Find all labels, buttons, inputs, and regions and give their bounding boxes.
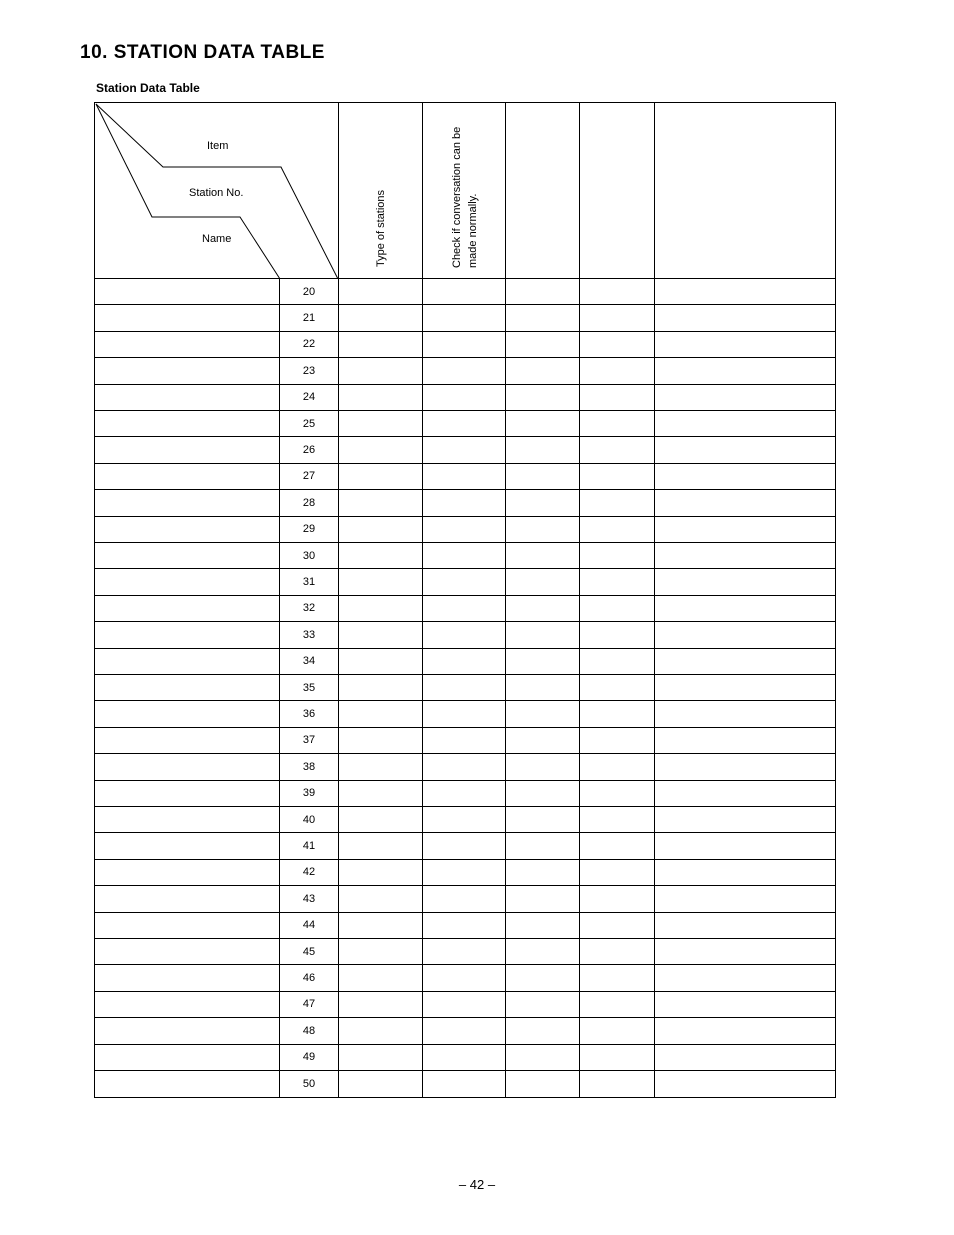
station-data-table xyxy=(94,102,836,1098)
table-row xyxy=(95,886,835,912)
station-number-cell: 40 xyxy=(302,813,316,826)
station-number-cell: 42 xyxy=(302,866,316,879)
header-name-label: Name xyxy=(202,233,232,245)
table-row xyxy=(95,833,835,859)
station-number-cell: 31 xyxy=(302,576,316,589)
station-number-cell: 46 xyxy=(302,972,316,985)
header-item-label: Item xyxy=(207,140,229,152)
table-row xyxy=(95,860,835,886)
table-row xyxy=(95,1045,835,1071)
table-row xyxy=(95,939,835,965)
section-title: 10. STATION DATA TABLE xyxy=(80,42,325,63)
table-row xyxy=(95,913,835,939)
table-row xyxy=(95,728,835,754)
table-row xyxy=(95,569,835,595)
station-number-cell: 36 xyxy=(302,708,316,721)
table-row xyxy=(95,437,835,463)
table-row xyxy=(95,992,835,1018)
station-number-cell: 49 xyxy=(302,1051,316,1064)
table-row xyxy=(95,649,835,675)
station-number-cell: 32 xyxy=(302,602,316,615)
table-row xyxy=(95,517,835,543)
table-caption: Station Data Table xyxy=(96,81,200,95)
station-number-cell: 48 xyxy=(302,1024,316,1037)
station-number-cell: 29 xyxy=(302,523,316,536)
table-row xyxy=(95,781,835,807)
station-number-cell: 50 xyxy=(302,1078,316,1091)
station-number-cell: 45 xyxy=(302,945,316,958)
table-row xyxy=(95,1071,835,1097)
col-header-type-of-stations: Type of stations xyxy=(375,189,387,267)
station-number-cell: 37 xyxy=(302,734,316,747)
station-number-cell: 35 xyxy=(302,681,316,694)
station-number-cell: 21 xyxy=(302,312,316,325)
station-number-cell: 47 xyxy=(302,998,316,1011)
table-row xyxy=(95,279,835,305)
table-header xyxy=(95,103,835,279)
station-number-cell: 39 xyxy=(302,787,316,800)
table-row xyxy=(95,622,835,648)
station-number-cell: 38 xyxy=(302,760,316,773)
station-number-cell: 43 xyxy=(302,892,316,905)
col-header-check-conversation-line2: made normally. xyxy=(467,193,479,268)
table-row xyxy=(95,754,835,780)
station-number-cell: 25 xyxy=(302,417,316,430)
header-station-no-label: Station No. xyxy=(189,187,244,199)
table-row xyxy=(95,385,835,411)
col-header-check-conversation-line1: Check if conversation can be xyxy=(451,126,463,268)
station-number-cell: 20 xyxy=(302,285,316,298)
station-number-cell: 22 xyxy=(302,338,316,351)
table-row xyxy=(95,807,835,833)
station-number-cell: 33 xyxy=(302,628,316,641)
table-row xyxy=(95,965,835,991)
table-row xyxy=(95,1018,835,1044)
table-row xyxy=(95,701,835,727)
station-number-cell: 24 xyxy=(302,391,316,404)
station-number-cell: 41 xyxy=(302,840,316,853)
station-number-cell: 34 xyxy=(302,655,316,668)
table-row xyxy=(95,305,835,331)
table-body xyxy=(95,279,835,1097)
table-row xyxy=(95,411,835,437)
table-row xyxy=(95,596,835,622)
table-row xyxy=(95,675,835,701)
station-number-cell: 27 xyxy=(302,470,316,483)
station-number-cell: 44 xyxy=(302,919,316,932)
station-number-cell: 23 xyxy=(302,364,316,377)
station-number-cell: 28 xyxy=(302,496,316,509)
table-row xyxy=(95,490,835,516)
table-row xyxy=(95,464,835,490)
station-number-cell: 30 xyxy=(302,549,316,562)
table-row xyxy=(95,332,835,358)
table-row xyxy=(95,543,835,569)
table-row xyxy=(95,358,835,384)
station-number-cell: 26 xyxy=(302,444,316,457)
page-number: – 42 – xyxy=(458,1177,496,1192)
